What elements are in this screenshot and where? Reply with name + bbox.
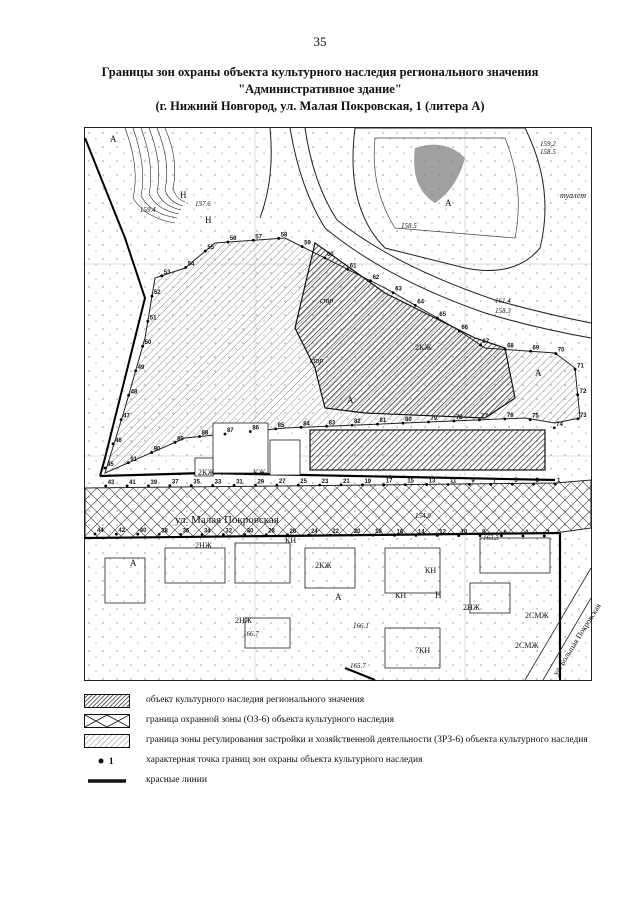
boundary-point-marker — [286, 533, 289, 536]
boundary-point-marker — [201, 533, 204, 536]
elevation-label: 166.7 — [243, 630, 259, 638]
page-title — [40, 64, 600, 115]
building-label: 2КЖ — [198, 468, 215, 477]
boundary-point-number: 68 — [507, 343, 514, 350]
boundary-point-number: 38 — [161, 528, 168, 535]
misc-label: стр — [320, 296, 334, 305]
title-line-3: (г. Нижний Новгород, ул. Малая Покровская, 1 (литера А) — [155, 99, 485, 113]
boundary-point-marker — [224, 433, 227, 436]
boundary-point-marker — [127, 461, 130, 464]
boundary-point-number: 69 — [532, 345, 540, 352]
boundary-point-marker — [425, 483, 428, 486]
boundary-point-marker — [126, 484, 129, 487]
legend-row-regulation-zone — [84, 734, 594, 748]
boundary-point-number: 55 — [207, 245, 215, 252]
boundary-point-marker — [392, 291, 395, 294]
letter-label: Н — [435, 590, 442, 600]
boundary-point-marker — [115, 533, 118, 536]
boundary-point-number: 82 — [354, 419, 361, 426]
boundary-point-marker — [324, 257, 327, 260]
boundary-point-marker — [350, 534, 353, 537]
boundary-point-marker — [308, 534, 311, 537]
boundary-point-number: 73 — [579, 412, 587, 419]
boundary-point-marker — [120, 418, 123, 421]
elevation-label: 159.2 — [540, 140, 556, 148]
boundary-point-marker — [576, 393, 579, 396]
legend-text-heritage-object: объект культурного наследия регионального значения — [146, 695, 365, 705]
misc-label: стр — [310, 356, 324, 365]
building-label: КН — [395, 591, 407, 600]
boundary-point-marker — [249, 430, 252, 433]
boundary-point-marker — [222, 533, 225, 536]
boundary-point-number: 88 — [201, 430, 209, 437]
letter-label: А — [535, 368, 542, 378]
letter-label: А — [445, 198, 452, 208]
boundary-point-marker — [468, 483, 471, 486]
boundary-point-marker — [179, 533, 182, 536]
boundary-point-number: 70 — [557, 347, 565, 354]
boundary-point-marker — [479, 344, 482, 347]
site-plan-map — [84, 127, 603, 681]
building-label: 2НЖ — [463, 603, 480, 612]
boundary-point-number: 77 — [481, 413, 489, 420]
building-label: 2НЖ — [235, 616, 252, 625]
boundary-point-marker — [94, 533, 97, 536]
boundary-point-number: 48 — [130, 389, 138, 396]
boundary-point-number: 74 — [556, 421, 563, 428]
boundary-point-number: 53 — [163, 269, 171, 276]
boundary-point-number: 76 — [506, 412, 514, 419]
boundary-point-marker — [112, 442, 115, 445]
building-label: КН — [425, 566, 437, 575]
boundary-point-number: 43 — [107, 479, 115, 486]
boundary-point-number: 26 — [289, 528, 297, 535]
boundary-point-marker — [136, 533, 139, 536]
legend-row-boundary-point — [84, 754, 594, 768]
swatch-cross-hatch — [84, 714, 130, 728]
boundary-point-number: 35 — [193, 479, 200, 486]
boundary-point-number: 86 — [252, 425, 260, 432]
building-label: 2КЖ — [415, 343, 432, 352]
boundary-point-number: 3 — [535, 478, 539, 485]
boundary-point-number: 5 — [514, 478, 518, 485]
legend-row-red-lines — [84, 774, 594, 788]
boundary-point-number: 42 — [118, 528, 126, 535]
boundary-point-marker — [414, 304, 417, 307]
boundary-point-number: 34 — [203, 528, 211, 535]
boundary-point-marker — [254, 484, 257, 487]
boundary-point-marker — [529, 350, 532, 353]
boundary-point-marker — [361, 483, 364, 486]
boundary-point-number: 17 — [385, 478, 393, 485]
boundary-point-number: 8 — [482, 529, 486, 536]
boundary-point-marker — [529, 418, 532, 421]
boundary-point-number: 6 — [503, 529, 507, 536]
boundary-point-number: 47 — [123, 413, 130, 420]
letter-label: А — [335, 592, 342, 602]
boundary-point-marker — [577, 417, 580, 420]
boundary-point-number: 85 — [277, 422, 285, 429]
boundary-point-number: 52 — [153, 290, 161, 297]
boundary-point-marker — [372, 534, 375, 537]
boundary-point-marker — [369, 279, 372, 282]
boundary-point-marker — [346, 268, 349, 271]
letter-label: А — [110, 134, 117, 144]
elevation-label: 158.5 — [540, 148, 556, 156]
boundary-point-marker — [427, 421, 430, 424]
misc-label: туалет — [560, 191, 587, 200]
boundary-point-number: 21 — [343, 478, 350, 485]
boundary-point-marker — [393, 534, 396, 537]
boundary-point-marker — [275, 484, 278, 487]
boundary-point-number: 75 — [532, 413, 539, 420]
boundary-point-marker — [160, 274, 163, 277]
boundary-point-number: 28 — [268, 528, 275, 535]
boundary-point-number: 49 — [137, 364, 145, 371]
boundary-point-marker — [436, 534, 439, 537]
street-label-malaya-pokrovskaya: ул. Малая Покровская — [175, 514, 279, 526]
boundary-point-number: 14 — [417, 529, 425, 536]
boundary-point-number: 40 — [139, 528, 147, 535]
boundary-point-marker — [274, 428, 277, 431]
elevation-label: 157.6 — [195, 200, 211, 208]
boundary-point-number: 7 — [492, 478, 497, 485]
title-line-2: "Административное здание" — [238, 82, 402, 96]
boundary-point-marker — [174, 441, 177, 444]
boundary-point-marker — [184, 266, 187, 269]
boundary-point-number: 10 — [460, 529, 468, 536]
boundary-point-marker — [458, 329, 461, 332]
boundary-point-number: 31 — [236, 479, 243, 486]
boundary-point-number: 64 — [417, 299, 424, 306]
boundary-point-marker — [340, 484, 343, 487]
legend-text-protection-zone: граница охранной зоны (ОЗ-6) объекта культурного наследия — [146, 715, 394, 725]
boundary-point-marker — [511, 483, 514, 486]
page-number: 35 — [313, 34, 327, 49]
elevation-label: 158.5 — [401, 222, 417, 230]
point-marker-label: 1 — [109, 756, 114, 766]
boundary-point-number: 16 — [396, 529, 404, 536]
boundary-point-number: 33 — [214, 479, 222, 486]
swatch-thick-line — [84, 774, 130, 788]
boundary-point-marker — [150, 451, 153, 454]
boundary-point-marker — [104, 485, 107, 488]
boundary-point-marker — [329, 534, 332, 537]
elevation-label: 161.4 — [495, 297, 511, 305]
boundary-point-marker — [553, 426, 556, 429]
legend-row-protection-zone — [84, 714, 594, 728]
boundary-point-number: 66 — [461, 324, 469, 331]
boundary-point-marker — [158, 533, 161, 536]
boundary-point-number: 4 — [524, 529, 529, 536]
boundary-point-marker — [522, 534, 525, 537]
boundary-point-marker — [447, 483, 450, 486]
street-label-bolshaya-pokrovskaya: ул. Большая Покровская — [551, 601, 603, 678]
building-label: КЖ — [253, 468, 266, 477]
boundary-point-marker — [382, 483, 385, 486]
boundary-point-marker — [574, 368, 577, 371]
elevation-label: 158.3 — [495, 307, 511, 315]
boundary-point-number: 13 — [428, 478, 436, 485]
letter-label: А — [130, 558, 137, 568]
boundary-point-marker — [141, 345, 144, 348]
boundary-point-number: 18 — [375, 529, 382, 536]
swatch-point — [84, 754, 130, 768]
boundary-point-number: 79 — [430, 416, 438, 423]
legend-text-red-lines: красные линии — [146, 775, 207, 785]
boundary-point-marker — [504, 348, 507, 351]
boundary-point-number: 27 — [278, 479, 286, 486]
boundary-point-marker — [457, 534, 460, 537]
boundary-point-number: 29 — [257, 479, 265, 486]
boundary-point-marker — [351, 424, 354, 427]
building-label: 7КН — [415, 646, 431, 655]
boundary-point-number: 12 — [439, 529, 447, 536]
boundary-point-marker — [265, 533, 268, 536]
letter-label: Н — [180, 190, 187, 200]
elevation-label: 166.1 — [353, 622, 369, 630]
boundary-point-marker — [104, 467, 107, 470]
legend — [84, 694, 594, 794]
boundary-point-marker — [243, 533, 246, 536]
elevation-label: 165.7 — [350, 662, 366, 670]
boundary-point-marker — [297, 484, 300, 487]
boundary-point-marker — [147, 484, 150, 487]
boundary-point-number: 11 — [450, 478, 457, 485]
map-canvas — [85, 128, 603, 680]
boundary-point-marker — [376, 423, 379, 426]
boundary-point-marker — [277, 237, 280, 240]
boundary-point-marker — [252, 239, 255, 242]
boundary-point-marker — [554, 352, 557, 355]
heritage-building-main — [310, 430, 545, 470]
boundary-point-number: 87 — [226, 428, 234, 435]
boundary-point-marker — [436, 317, 439, 320]
boundary-point-marker — [415, 534, 418, 537]
boundary-point-marker — [233, 484, 236, 487]
boundary-point-marker — [211, 484, 214, 487]
boundary-point-number: 71 — [577, 363, 584, 370]
boundary-point-number: 65 — [439, 311, 447, 318]
boundary-point-number: 15 — [407, 478, 414, 485]
building-label: КН — [285, 536, 297, 545]
boundary-point-marker — [453, 420, 456, 423]
boundary-point-marker — [404, 483, 407, 486]
boundary-point-number: 67 — [482, 339, 490, 346]
boundary-point-number: 83 — [328, 420, 336, 427]
boundary-point-number: 22 — [332, 529, 340, 536]
boundary-point-number: 36 — [182, 528, 190, 535]
boundary-point-number: 72 — [579, 388, 587, 395]
boundary-point-number: 30 — [246, 528, 254, 535]
boundary-point-number: 78 — [455, 414, 463, 421]
boundary-point-number: 1 — [557, 478, 561, 484]
boundary-point-marker — [543, 535, 546, 538]
legend-text-regulation-zone: граница зоны регулирования застройки и хозяйственной деятельности (ЗРЗ-6) объекта культурного наследия — [146, 735, 588, 745]
boundary-point-marker — [500, 534, 503, 537]
boundary-point-number: 45 — [107, 462, 114, 468]
boundary-point-number: 58 — [280, 232, 288, 239]
boundary-point-number: 61 — [349, 263, 357, 270]
boundary-point-number: 24 — [310, 528, 318, 535]
boundary-point-number: 23 — [321, 479, 329, 486]
boundary-point-number: 89 — [177, 436, 184, 443]
boundary-point-marker — [190, 484, 193, 487]
boundary-point-marker — [301, 245, 304, 248]
boundary-point-number: 91 — [130, 456, 138, 463]
boundary-point-number: 50 — [144, 340, 152, 347]
boundary-point-marker — [146, 320, 149, 323]
legend-row-heritage-object — [84, 694, 594, 708]
boundary-point-number: 44 — [97, 528, 104, 534]
boundary-point-marker — [479, 534, 482, 537]
boundary-point-marker — [127, 394, 130, 397]
boundary-point-number: 25 — [300, 479, 307, 486]
legend-text-boundary-point: характерная точка границ зон охраны объекта культурного наследия — [146, 755, 423, 765]
boundary-point-number: 81 — [379, 418, 387, 425]
letter-label: Н — [205, 215, 212, 225]
boundary-point-number: 84 — [303, 421, 310, 428]
boundary-point-marker — [226, 241, 229, 244]
swatch-light-hatch — [84, 734, 130, 748]
boundary-point-marker — [318, 484, 321, 487]
letter-label: А — [347, 395, 354, 405]
elevation-label: 163.3 — [483, 534, 499, 542]
title-line-1: Границы зон охраны объекта культурного наследия регионального значения — [101, 65, 539, 79]
boundary-point-number: 57 — [255, 234, 262, 241]
boundary-point-number: 54 — [187, 261, 195, 268]
boundary-point-marker — [151, 295, 154, 298]
boundary-point-number: 63 — [395, 286, 402, 293]
boundary-point-number: 62 — [372, 274, 380, 281]
boundary-point-marker — [168, 484, 171, 487]
boundary-point-number: 37 — [171, 479, 179, 486]
elevation-label: 159.4 — [140, 206, 156, 214]
boundary-point-number: 56 — [229, 236, 237, 243]
boundary-point-number: 51 — [149, 315, 157, 322]
boundary-point-marker — [478, 418, 481, 421]
building-label: 2СМЖ — [515, 641, 539, 650]
boundary-point-number: 41 — [129, 479, 136, 486]
boundary-point-number: 80 — [405, 417, 412, 424]
boundary-point-number: 19 — [364, 478, 372, 485]
building-label: 2НЖ — [195, 541, 212, 550]
boundary-point-number: 60 — [326, 251, 334, 258]
boundary-point-marker — [204, 250, 207, 253]
boundary-point-number: 2 — [546, 529, 550, 536]
boundary-point-marker — [503, 417, 506, 420]
boundary-point-number: 39 — [150, 479, 158, 486]
building-label: 2КЖ — [315, 561, 332, 570]
boundary-point-marker — [198, 435, 201, 438]
elevation-label: 154.9 — [415, 512, 431, 520]
boundary-point-number: 59 — [304, 240, 311, 247]
boundary-point-number: 20 — [353, 529, 361, 536]
swatch-dense-hatch — [84, 694, 130, 708]
boundary-point-marker — [300, 426, 303, 429]
boundary-point-number: 90 — [153, 446, 161, 453]
boundary-point-number: 32 — [225, 528, 233, 535]
building-label: 2СМЖ — [525, 611, 549, 620]
boundary-point-marker — [489, 483, 492, 486]
boundary-point-marker — [134, 369, 137, 372]
boundary-point-marker — [325, 425, 328, 428]
boundary-point-marker — [532, 483, 535, 486]
boundary-point-marker — [554, 483, 557, 486]
boundary-point-number: 9 — [471, 478, 475, 485]
boundary-point-number: 46 — [115, 437, 122, 444]
boundary-point-marker — [402, 422, 405, 425]
